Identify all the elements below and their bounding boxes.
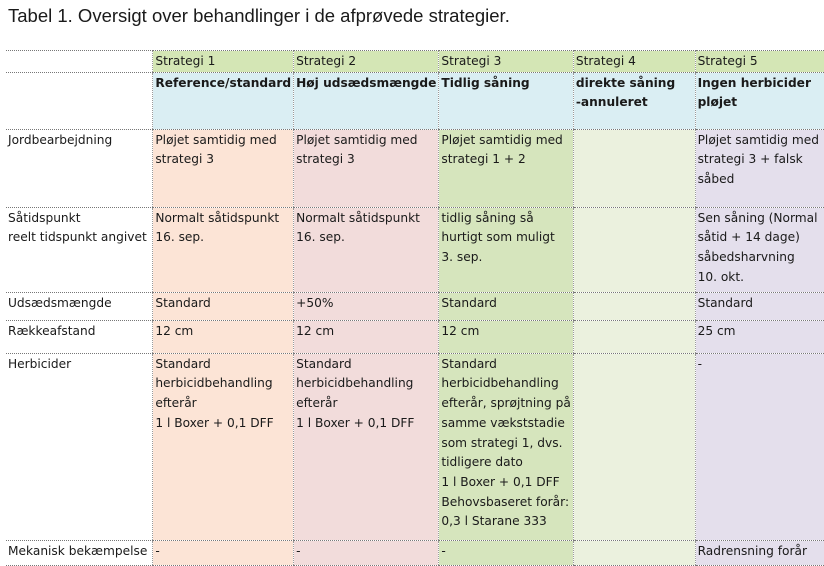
strategy-number-5: Strategi 5 xyxy=(695,51,824,73)
cell-line: Rækkeafstand xyxy=(8,323,96,338)
cell-line: Standard xyxy=(155,295,211,310)
cell-line: såbed xyxy=(697,172,735,187)
cell-line: Pløjet samtidig med xyxy=(155,132,277,147)
cell-line: direkte såning xyxy=(575,75,676,90)
cell-line: Mekanisk bekæmpelse xyxy=(8,543,148,558)
cell-line: Standard xyxy=(441,295,497,310)
cell-line: efterår, sprøjtning på xyxy=(441,396,571,411)
cell-line: Jordbearbejdning xyxy=(8,132,113,147)
cell-line: Standard xyxy=(441,356,497,371)
cell-line: samme vækststadie xyxy=(441,415,565,430)
strategy-number-1: Strategi 1 xyxy=(153,51,294,73)
table-caption: Tabel 1. Oversigt over behandlinger i de afprøvede strategier. xyxy=(8,5,510,26)
cell-line: Pløjet samtidig med xyxy=(296,132,418,147)
strategy-name-2 xyxy=(294,72,439,129)
cell-line: Reference/standard xyxy=(155,75,292,90)
table-cell xyxy=(153,540,294,565)
cell-line: Standard xyxy=(296,356,352,371)
cell-line: Ingen herbicider xyxy=(697,75,811,90)
cell-line: - xyxy=(697,356,702,371)
cell-line: +50% xyxy=(296,295,334,310)
cell-line: pløjet xyxy=(697,95,738,110)
cell-line: herbicidbehandling xyxy=(441,376,559,391)
cell-line: Radrensning forår xyxy=(697,543,807,558)
cell-line: 12 cm xyxy=(155,323,194,338)
table-cell xyxy=(695,207,824,292)
table-cell xyxy=(294,353,439,540)
cell-line: 10. okt. xyxy=(697,269,745,284)
table-cell xyxy=(153,207,294,292)
cell-line: reelt tidspunkt angivet xyxy=(8,230,147,245)
cell-line: såbedsharvning xyxy=(697,250,795,265)
table-cell xyxy=(695,292,824,320)
cell-line: Pløjet samtidig med xyxy=(697,132,820,147)
strategy-name-1 xyxy=(153,72,294,129)
row-label xyxy=(6,353,153,540)
table-cell xyxy=(573,320,695,353)
row-label xyxy=(6,540,153,565)
cell-line: såtid + 14 dage) xyxy=(697,230,800,245)
table-row xyxy=(6,129,824,207)
cell-line: strategi 3 + falsk xyxy=(697,152,803,167)
cell-line: Høj udsædsmængde xyxy=(296,75,437,90)
cell-line: Herbicider xyxy=(8,356,72,371)
table-cell xyxy=(573,292,695,320)
table-cell xyxy=(573,207,695,292)
cell-line: Normalt såtidspunkt xyxy=(296,210,420,225)
strategy-name-5 xyxy=(695,72,824,129)
cell-line: Standard xyxy=(155,356,211,371)
table-cell xyxy=(153,292,294,320)
corner-cell xyxy=(6,51,153,73)
strategy-number-4: Strategi 4 xyxy=(573,51,695,73)
cell-line: 25 cm xyxy=(697,323,736,338)
cell-line: Såtidspunkt xyxy=(8,210,81,225)
table-cell xyxy=(153,129,294,207)
table-cell xyxy=(153,353,294,540)
cell-line: tidlig såning så xyxy=(441,210,534,225)
table-cell xyxy=(294,207,439,292)
table-row xyxy=(6,353,824,540)
table-row xyxy=(6,207,824,292)
cell-line: 16. sep. xyxy=(155,230,205,245)
cell-line: 1 l Boxer + 0,1 DFF xyxy=(441,474,560,489)
cell-line: efterår xyxy=(296,396,338,411)
cell-line: Tidlig såning xyxy=(441,75,530,90)
strategy-table xyxy=(6,50,824,566)
table-cell xyxy=(153,320,294,353)
table-cell xyxy=(573,540,695,565)
row-label xyxy=(6,129,153,207)
cell-line: Behovsbaseret forår: xyxy=(441,494,570,509)
table-cell xyxy=(439,353,573,540)
table-cell xyxy=(439,207,573,292)
cell-line: strategi 3 xyxy=(155,152,214,167)
strategy-name-4 xyxy=(573,72,695,129)
strategy-number-3: Strategi 3 xyxy=(439,51,573,73)
cell-line: 1 l Boxer + 0,1 DFF xyxy=(296,415,415,430)
table-cell xyxy=(439,292,573,320)
header-row-names xyxy=(6,72,824,129)
cell-line: 12 cm xyxy=(296,323,335,338)
cell-line: som strategi 1, dvs. xyxy=(441,435,563,450)
cell-line: strategi 1 + 2 xyxy=(441,152,526,167)
corner-cell xyxy=(6,72,153,129)
cell-line: efterår xyxy=(155,396,197,411)
cell-line: Standard xyxy=(697,295,754,310)
table-cell xyxy=(695,353,824,540)
table-cell xyxy=(294,292,439,320)
table-cell xyxy=(439,540,573,565)
cell-line: 1 l Boxer + 0,1 DFF xyxy=(155,415,274,430)
cell-line: 0,3 l Starane 333 xyxy=(441,514,547,529)
cell-line: 12 cm xyxy=(441,323,480,338)
table-cell xyxy=(573,353,695,540)
cell-line: 3. sep. xyxy=(441,250,483,265)
cell-line: Pløjet samtidig med xyxy=(441,132,563,147)
cell-line: Normalt såtidspunkt xyxy=(155,210,280,225)
table-cell xyxy=(695,129,824,207)
table-cell xyxy=(439,129,573,207)
cell-line: strategi 3 xyxy=(296,152,355,167)
table-row xyxy=(6,540,824,565)
table-cell xyxy=(294,129,439,207)
cell-line: 16. sep. xyxy=(296,230,345,245)
cell-line: tidligere dato xyxy=(441,455,523,470)
cell-line: - xyxy=(296,543,301,558)
header-row-numbers xyxy=(6,51,824,73)
cell-line: herbicidbehandling xyxy=(296,376,414,391)
cell-line: -annuleret xyxy=(575,95,648,110)
cell-line: Sen såning (Normal xyxy=(697,210,818,225)
table-cell xyxy=(439,320,573,353)
row-label xyxy=(6,207,153,292)
row-label xyxy=(6,320,153,353)
table-row xyxy=(6,320,824,353)
table-cell xyxy=(294,540,439,565)
cell-line: - xyxy=(155,543,160,558)
strategy-name-3 xyxy=(439,72,573,129)
table-cell xyxy=(695,540,824,565)
cell-line: Udsædsmængde xyxy=(8,295,112,310)
table-cell xyxy=(695,320,824,353)
row-label xyxy=(6,292,153,320)
cell-line: hurtigt som muligt xyxy=(441,230,555,245)
table-row xyxy=(6,292,824,320)
cell-line: - xyxy=(441,543,446,558)
cell-line: herbicidbehandling xyxy=(155,376,273,391)
table-cell xyxy=(573,129,695,207)
table-cell xyxy=(294,320,439,353)
strategy-number-2: Strategi 2 xyxy=(294,51,439,73)
